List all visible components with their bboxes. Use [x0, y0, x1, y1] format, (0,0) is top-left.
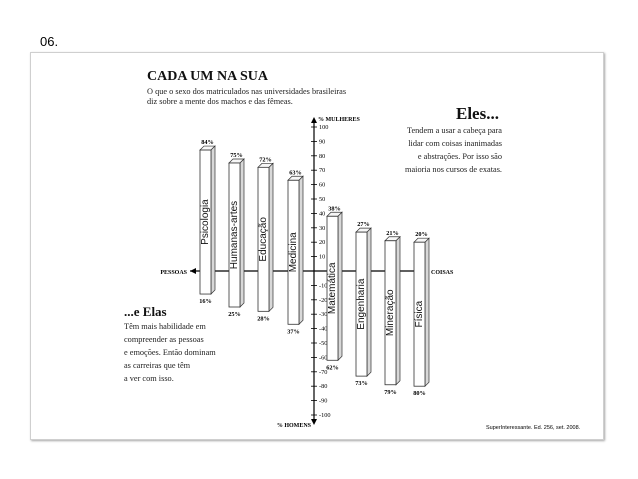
y-tick-label: -20: [319, 296, 328, 304]
y-tick-label: 30: [319, 224, 326, 232]
eles-heading: Eles...: [456, 104, 499, 123]
men-value-label: 73%: [355, 380, 368, 388]
elas-heading: ...e Elas: [124, 304, 167, 319]
bar-category-label: Humanas-artes: [229, 200, 240, 270]
elas-text-line: e emoções. Então dominam: [124, 348, 216, 357]
men-value-label: 79%: [384, 388, 397, 396]
figure-title: CADA UM NA SUA: [147, 69, 268, 84]
y-tick-label: -100: [319, 412, 331, 419]
bar-category-label: Matemática: [327, 262, 338, 315]
y-tick-label: -10: [319, 282, 328, 290]
bar-side-face: [425, 238, 429, 386]
bar-side-face: [299, 176, 303, 324]
y-tick-label: 90: [319, 138, 326, 146]
x-axis-label-right: COISAS: [431, 270, 454, 276]
y-axis-arrow-down: [311, 419, 317, 425]
y-axis-label-bottom: % HOMENS: [276, 423, 311, 429]
bar-category-label: Medicina: [288, 232, 299, 273]
slide-number: 06.: [40, 34, 59, 49]
men-value-label: 37%: [287, 328, 300, 336]
elas-text-line: Têm mais habilidade em: [124, 322, 206, 331]
eles-text-line: e abstrações. Por isso são: [417, 152, 502, 161]
men-value-label: 28%: [257, 315, 270, 323]
source-credit: SuperInteressante. Ed. 256, set. 2008.: [486, 425, 581, 431]
eles-text-line: Tendem a usar a cabeça para: [406, 126, 502, 135]
men-value-label: 80%: [413, 390, 426, 398]
women-value-label: 75%: [230, 152, 243, 159]
elas-text-line: as carreiras que têm: [124, 361, 191, 370]
elas-text-line: compreender as pessoas: [124, 335, 204, 344]
men-value-label: 62%: [326, 364, 339, 372]
y-tick-label: -60: [319, 354, 328, 362]
y-tick-label: 60: [319, 181, 326, 189]
bar-category-label: Mineração: [385, 289, 396, 337]
women-value-label: 72%: [259, 156, 272, 164]
women-value-label: 20%: [415, 231, 428, 239]
y-tick-label: 100: [319, 124, 329, 131]
subtitle-line: diz sobre a mente dos machos e das fêmeas.: [147, 97, 293, 106]
y-tick-label: 40: [319, 210, 326, 218]
bar-side-face: [269, 163, 273, 311]
bar-category-label: Engenharia: [356, 278, 367, 330]
men-value-label: 25%: [228, 311, 241, 318]
y-tick-label: 50: [319, 196, 326, 203]
y-axis-arrow-up: [311, 117, 317, 123]
bar-side-face: [396, 237, 400, 385]
bar-category-label: Psicologia: [200, 199, 211, 245]
y-tick-label: 70: [319, 167, 326, 175]
women-value-label: 84%: [201, 139, 214, 147]
women-value-label: 63%: [289, 169, 302, 177]
eles-text-line: maioria nos cursos de exatas.: [405, 165, 502, 174]
bar-side-face: [338, 212, 342, 360]
y-tick-label: -70: [319, 368, 328, 376]
y-tick-label: -90: [319, 397, 328, 405]
x-axis-label-left: PESSOAS: [160, 270, 187, 276]
y-tick-label: -40: [319, 325, 328, 333]
y-tick-label: -30: [319, 311, 328, 319]
subtitle-line: O que o sexo dos matriculados nas universidades brasileiras: [147, 87, 347, 96]
y-tick-label: -80: [319, 383, 328, 391]
bar-side-face: [240, 159, 244, 307]
men-value-label: 16%: [199, 298, 212, 306]
x-axis-arrow-left: [190, 268, 196, 274]
elas-text-line: a ver com isso.: [124, 374, 174, 383]
eles-text-line: lidar com coisas inanimadas: [408, 139, 502, 148]
women-value-label: 38%: [328, 205, 341, 213]
bar-side-face: [211, 146, 215, 294]
women-value-label: 27%: [357, 221, 370, 229]
y-tick-label: 20: [319, 239, 326, 247]
bar-category-label: Física: [414, 300, 425, 328]
y-tick-label: 80: [319, 152, 326, 160]
bar-category-label: Educação: [258, 217, 269, 262]
y-axis-label-top: % MULHERES: [318, 117, 360, 123]
women-value-label: 21%: [386, 229, 399, 237]
y-tick-label: -50: [319, 340, 328, 347]
bar-side-face: [367, 228, 371, 376]
y-tick-label: 10: [319, 253, 326, 261]
